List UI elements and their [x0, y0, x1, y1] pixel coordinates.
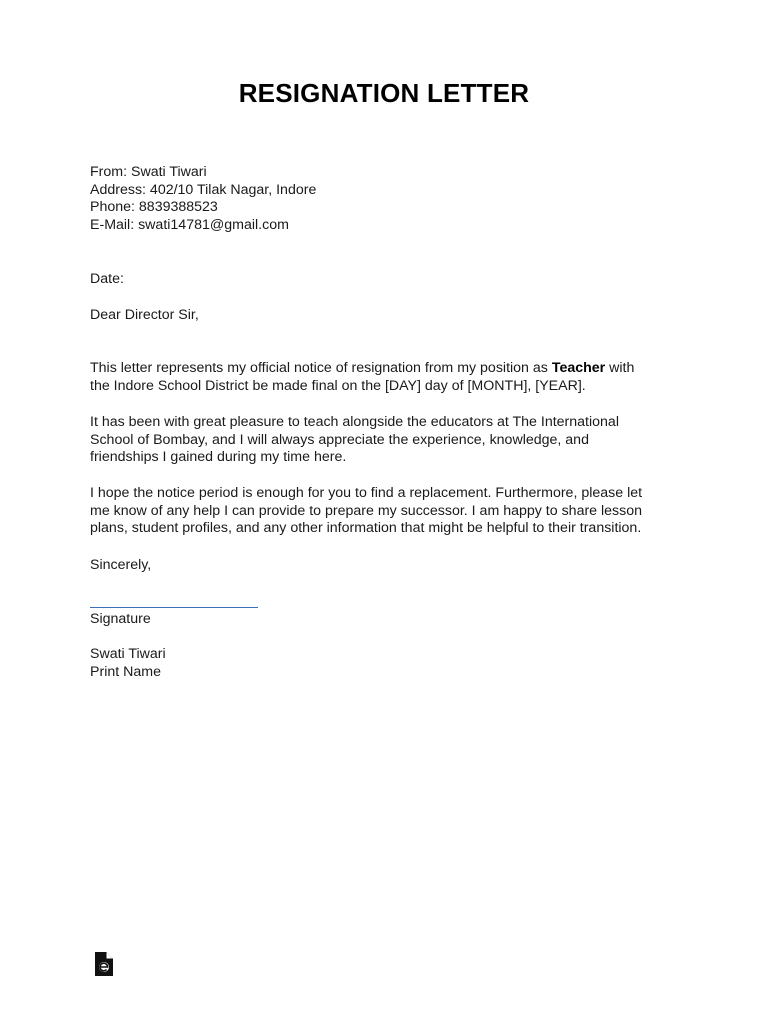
date-line	[90, 271, 690, 289]
sender-phone: Phone: 8839388523	[90, 199, 218, 216]
sender-address: Address: 402/10 Tilak Nagar, Indore	[90, 181, 317, 198]
sender-block	[90, 164, 690, 234]
signature-line	[90, 607, 258, 608]
print-name-value: Swati Tiwari	[90, 646, 166, 662]
date-label: Date:	[90, 271, 124, 287]
paragraph-2-line-1: It has been with great pleasure to teach alongside the educators at The International	[90, 414, 619, 430]
paragraph-1-text-after: with	[605, 360, 635, 376]
paragraph-3-line-2: me know of any help I can provide to prepare my successor. I am happy to share lesson	[90, 502, 643, 519]
page-title: RESIGNATION LETTER	[238, 78, 530, 108]
paragraph-2-line-2: School of Bombay, and I will always appreciate the experience, knowledge, and	[90, 431, 589, 448]
salutation: Dear Director Sir,	[90, 307, 199, 323]
paragraph-2	[90, 414, 690, 467]
closing: Sincerely,	[90, 557, 152, 573]
signature-label: Signature	[90, 611, 151, 627]
sender-email: E-Mail: swati14781@gmail.com	[90, 216, 289, 233]
paragraph-3-line-1: I hope the notice period is enough for you to find a replacement. Furthermore, please let	[90, 485, 643, 501]
salutation-line	[90, 307, 690, 325]
paragraph-3	[90, 485, 690, 538]
paragraph-3-line-3: plans, student profiles, and any other information that might be helpful to their transition.	[90, 520, 642, 537]
sender-from: From: Swati Tiwari	[90, 164, 207, 180]
paragraph-1-text-before: This letter represents my official notice of resignation from my position as	[90, 360, 552, 376]
paragraph-1-bold-position: Teacher	[551, 360, 606, 376]
print-name-label: Print Name	[90, 663, 161, 680]
paragraph-1-line-2: the Indore School District be made final on the [DAY] day of [MONTH], [YEAR].	[90, 377, 586, 394]
paragraph-2-line-3: friendships I gained during my time here.	[90, 449, 347, 466]
paragraph-1	[90, 360, 690, 395]
closing-line	[90, 557, 690, 575]
signature-caption	[90, 611, 690, 629]
paragraph-1-line-1	[90, 360, 690, 378]
print-name-block	[90, 646, 690, 681]
document-logo-icon	[94, 951, 114, 977]
